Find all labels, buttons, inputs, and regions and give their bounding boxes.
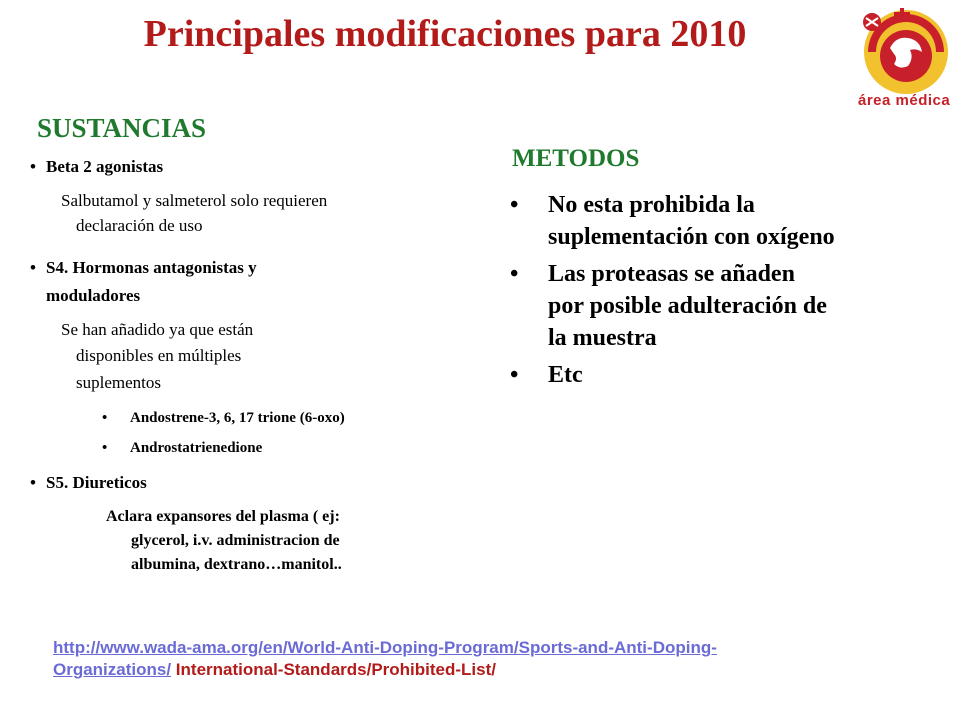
source-reference: [53, 637, 913, 681]
bullet: •: [30, 157, 36, 176]
sub-item-label: Androstatrienedione: [130, 440, 263, 456]
item-description: Aclara expansores del plasma ( ej:: [106, 508, 340, 525]
item-label: Beta 2 agonistas: [46, 157, 164, 176]
item-description: Se han añadido ya que están: [61, 320, 254, 339]
bullet: •: [102, 440, 108, 456]
list-item: [510, 259, 950, 354]
methods-list: [510, 190, 950, 398]
item-label: moduladores: [46, 286, 141, 305]
source-link-continued[interactable]: Organizations/: [53, 660, 172, 680]
item-line: Etc: [548, 362, 583, 389]
item-line: por posible adulteración de: [548, 293, 827, 320]
item-line: la muestra: [548, 324, 657, 351]
bullet: •: [30, 473, 36, 492]
bullet: •: [30, 258, 36, 277]
bullet: •: [510, 192, 519, 218]
logo-text: área médica: [858, 92, 951, 109]
bullet: •: [510, 362, 519, 389]
bullet: •: [102, 410, 108, 426]
slide-title: Principales modificaciones para 2010: [143, 13, 747, 55]
list-item: [510, 360, 950, 392]
item-description: suplementos: [76, 373, 161, 392]
item-line: Las proteasas se añaden: [548, 261, 795, 288]
item-description: albumina, dextrano…manitol..: [131, 556, 342, 573]
source-link[interactable]: http://www.wada-ama.org/en/World-Anti-Doping-Program/Sports-and-Anti-Doping-: [53, 638, 717, 657]
sub-item-label: Andostrene-3, 6, 17 trione (6-oxo): [130, 410, 345, 426]
item-line: suplementación con oxígeno: [548, 223, 835, 250]
item-description: Salbutamol y salmeterol solo requieren: [61, 191, 328, 210]
item-label: S4. Hormonas antagonistas y: [46, 258, 257, 277]
item-description: declaración de uso: [76, 216, 203, 235]
item-description: glycerol, i.v. administracion de: [131, 532, 340, 549]
item-label: S5. Diureticos: [46, 473, 147, 492]
item-line: No esta prohibida la: [548, 192, 755, 218]
methods-heading: METODOS: [512, 145, 640, 172]
item-description: disponibles en múltiples: [76, 346, 242, 365]
substances-heading: SUSTANCIAS: [37, 113, 207, 143]
list-item: [510, 190, 950, 253]
source-link-rest: International-Standards/Prohibited-List/: [171, 660, 496, 680]
bullet: •: [510, 261, 519, 288]
